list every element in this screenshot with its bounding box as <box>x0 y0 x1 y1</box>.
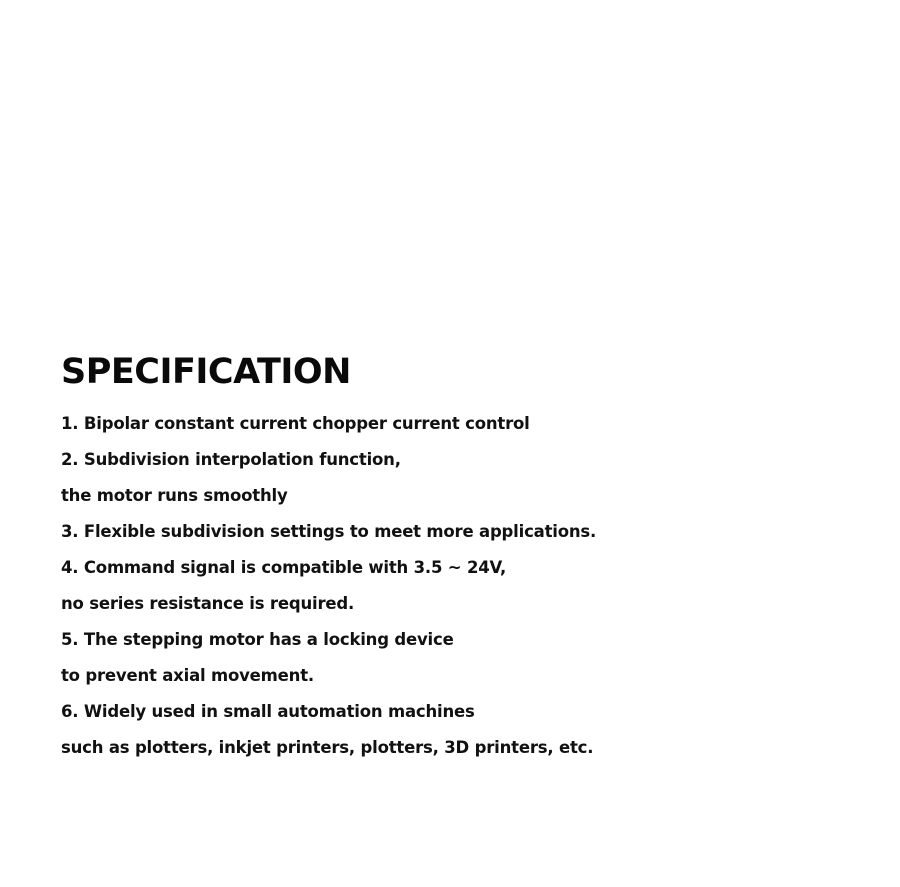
spec-line-2-continued: the motor runs smoothly <box>61 486 288 505</box>
spec-line-6-continued: such as plotters, inkjet printers, plotters, 3D printers, etc. <box>61 738 594 757</box>
spec-line-3: 3. Flexible subdivision settings to meet more applications. <box>61 522 597 541</box>
spec-line-6: 6. Widely used in small automation machines <box>61 702 475 721</box>
specification-section <box>61 350 861 766</box>
spec-line-1: 1. Bipolar constant current chopper current control <box>61 414 530 433</box>
section-title: SPECIFICATION <box>61 352 351 392</box>
spec-line-5-continued: to prevent axial movement. <box>61 666 314 685</box>
spec-line-4-continued: no series resistance is required. <box>61 594 355 613</box>
spec-line-2: 2. Subdivision interpolation function, <box>61 450 401 469</box>
specification-list <box>61 406 861 766</box>
spec-line-4: 4. Command signal is compatible with 3.5 ~ 24V, <box>61 558 507 577</box>
spec-line-5: 5. The stepping motor has a locking device <box>61 630 454 649</box>
